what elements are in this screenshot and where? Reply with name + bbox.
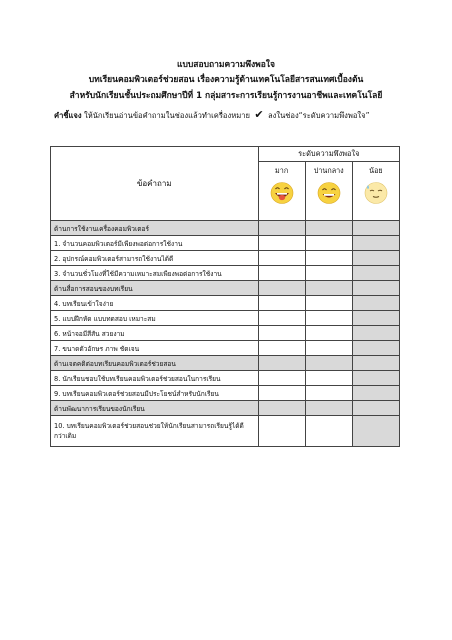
survey-subtitle: บทเรียนคอมพิวเตอร์ช่วยสอน เรื่องความรู้ด้านเทคโนโลยีสารสนเทศเบื้องต้น [88, 75, 364, 85]
level-high [258, 162, 305, 221]
question-text: 2. อุปกรณ์คอมพิวเตอร์สามารถใช้งานได้ดี [51, 251, 259, 266]
answer-cell-low[interactable] [352, 236, 399, 251]
table-row [51, 416, 400, 447]
instruction-text-before: ให้นักเรียนอ่านข้อคำถามในช่องแล้วทำเครื่องหมาย [83, 111, 250, 120]
answer-cell-medium[interactable] [305, 386, 352, 401]
category-row [51, 221, 400, 236]
answer-cell-low[interactable] [352, 371, 399, 386]
level-medium [305, 162, 352, 221]
question-text: 9. บทเรียนคอมพิวเตอร์ช่วยสอนมีประโยชน์สำหรับนักเรียน [51, 386, 259, 401]
instruction [54, 108, 414, 122]
table-row [51, 386, 400, 401]
answer-cell-high[interactable] [258, 311, 305, 326]
level-high-label: มาก [275, 166, 289, 175]
table-row [51, 311, 400, 326]
answer-cell-medium[interactable] [305, 326, 352, 341]
table-row [51, 251, 400, 266]
answer-cell-medium[interactable] [305, 371, 352, 386]
answer-cell-medium[interactable] [305, 266, 352, 281]
level-low [352, 162, 399, 221]
table-row [51, 296, 400, 311]
level-medium-label: ปานกลาง [313, 166, 344, 175]
answer-cell-high[interactable] [258, 326, 305, 341]
answer-cell-low[interactable] [352, 416, 399, 447]
laughing-face-icon [269, 181, 295, 205]
question-text: 5. แบบฝึกหัด แบบทดสอบ เหมาะสม [51, 311, 259, 326]
survey-title: แบบสอบถามความพึงพอใจ [177, 60, 275, 70]
instruction-label: คำชี้แจง [54, 111, 82, 120]
survey-target: สำหรับนักเรียนชั้นประถมศึกษาปีที่ 1 กลุ่มสาระการเรียนรู้การงานอาชีพและเทคโนโลยี [69, 91, 383, 101]
question-text: 6. หน้าจอมีสีสัน สวยงาม [51, 326, 259, 341]
category-label: ด้านการใช้งานเครื่องคอมพิวเตอร์ [51, 221, 259, 236]
question-text: 7. ขนาดตัวอักษร ภาพ ชัดเจน [51, 341, 259, 356]
answer-cell-high[interactable] [258, 416, 305, 447]
answer-cell-low[interactable] [352, 251, 399, 266]
answer-cell-medium[interactable] [305, 296, 352, 311]
category-row [51, 356, 400, 371]
answer-cell-low[interactable] [352, 296, 399, 311]
answer-cell-medium[interactable] [305, 416, 352, 447]
survey-table [50, 146, 400, 447]
answer-cell-low[interactable] [352, 386, 399, 401]
answer-cell-low[interactable] [352, 326, 399, 341]
answer-cell-low[interactable] [352, 341, 399, 356]
category-label: ด้านสื่อการสอนของบทเรียน [51, 281, 259, 296]
table-row [51, 371, 400, 386]
answer-cell-high[interactable] [258, 341, 305, 356]
question-text: 10. บทเรียนคอมพิวเตอร์ช่วยสอนช่วยให้นักเรียนสามารถเรียนรู้ได้ดีกว่าเดิม [51, 416, 259, 447]
answer-cell-low[interactable] [352, 311, 399, 326]
category-label: ด้านพัฒนาการเรียนของนักเรียน [51, 401, 259, 416]
answer-cell-high[interactable] [258, 251, 305, 266]
answer-cell-medium[interactable] [305, 236, 352, 251]
instruction-text-after: ลงในช่อง“ระดับความพึงพอใจ” [268, 111, 370, 120]
sweating-face-icon [363, 181, 389, 205]
answer-cell-high[interactable] [258, 371, 305, 386]
answer-cell-high[interactable] [258, 296, 305, 311]
table-row [51, 266, 400, 281]
category-row [51, 281, 400, 296]
question-text: 3. จำนวนชั่วโมงที่ใช้มีความเหมาะสมเพียงพอต่อการใช้งาน [51, 266, 259, 281]
answer-cell-low[interactable] [352, 266, 399, 281]
smiling-face-icon [316, 181, 342, 205]
question-header: ข้อคำถาม [51, 147, 259, 221]
table-row [51, 326, 400, 341]
answer-cell-high[interactable] [258, 386, 305, 401]
answer-cell-medium[interactable] [305, 311, 352, 326]
question-text: 8. นักเรียนชอบใช้บทเรียนคอมพิวเตอร์ช่วยสอนในการเรียน [51, 371, 259, 386]
satisfaction-level-header: ระดับความพึงพอใจ [258, 147, 399, 162]
question-text: 4. บทเรียนเข้าใจง่าย [51, 296, 259, 311]
category-label: ด้านเจตคติต่อบทเรียนคอมพิวเตอร์ช่วยสอน [51, 356, 259, 371]
answer-cell-medium[interactable] [305, 251, 352, 266]
answer-cell-medium[interactable] [305, 341, 352, 356]
level-low-label: น้อย [369, 166, 383, 175]
table-row [51, 341, 400, 356]
table-row [51, 236, 400, 251]
category-row [51, 401, 400, 416]
checkmark-icon: ✔ [254, 108, 264, 121]
answer-cell-high[interactable] [258, 266, 305, 281]
question-text: 1. จำนวนคอมพิวเตอร์มีเพียงพอต่อการใช้งาน [51, 236, 259, 251]
answer-cell-high[interactable] [258, 236, 305, 251]
